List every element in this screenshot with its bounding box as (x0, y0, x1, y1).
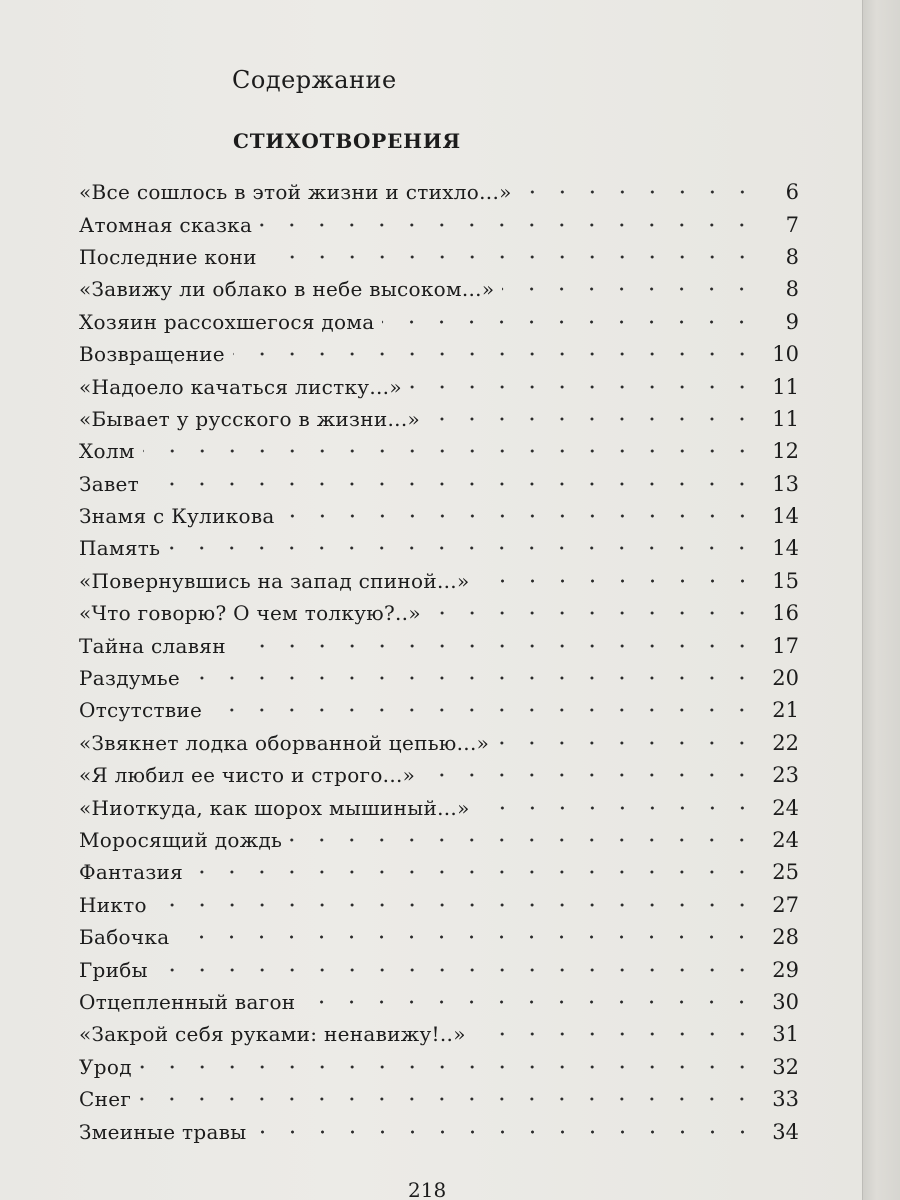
toc-entry (79, 273, 799, 305)
toc-entry (79, 565, 799, 597)
toc-entry-page: 15 (772, 568, 799, 593)
toc-entry (79, 856, 799, 888)
dot-leader (156, 960, 757, 980)
toc-entry-title: Грибы (79, 957, 148, 982)
toc-entry (79, 468, 799, 500)
dot-leader (233, 344, 757, 364)
dot-leader (255, 1122, 758, 1142)
toc-entry-title: «Закрой себя руками: ненавижу!..» (79, 1022, 466, 1047)
toc-entry (79, 208, 799, 240)
toc-entry (79, 694, 799, 726)
toc-entry-page: 32 (772, 1054, 799, 1079)
toc-entry-title: «Звякнет лодка оборванной цепью...» (79, 730, 490, 755)
toc-entry-title: Отцепленный вагон (79, 989, 296, 1014)
toc-entry-page: 12 (772, 439, 799, 464)
toc-entry-title: Снег (79, 1087, 132, 1112)
toc-entry-page: 10 (772, 342, 799, 367)
toc-entry-title: Холм (79, 439, 135, 464)
toc-entry-page: 14 (772, 536, 799, 561)
toc-entry-title: Завет (79, 471, 140, 496)
toc-entry-title: Тайна славян (79, 633, 226, 658)
toc-entry-title: Знамя с Куликова (79, 504, 275, 529)
toc-entry-page: 30 (772, 989, 799, 1014)
toc-entry (79, 1083, 799, 1115)
dot-leader (410, 377, 757, 397)
dot-leader (210, 700, 757, 720)
toc-entry (79, 662, 799, 694)
toc-entry-title: Урод (79, 1054, 132, 1079)
toc-entry (79, 759, 799, 791)
toc-entry-title: «Надоело качаться листку...» (79, 374, 402, 399)
toc-entry-page: 20 (772, 666, 799, 691)
toc-entry (79, 500, 799, 532)
toc-entry-page: 33 (772, 1087, 799, 1112)
toc-entry (79, 1051, 799, 1083)
dot-leader (290, 830, 757, 850)
dot-leader (478, 571, 758, 591)
toc-entry-page: 23 (772, 763, 799, 788)
next-page-edge (862, 0, 900, 1200)
toc-entry (79, 629, 799, 661)
section-title: СТИХОТВОРЕНИЯ (233, 129, 461, 153)
dot-leader (428, 409, 757, 429)
toc-entry-title: «Бывает у русского в жизни...» (79, 406, 421, 431)
toc-entry-title: Последние кони (79, 244, 257, 269)
toc-entry-page: 17 (772, 633, 799, 658)
toc-entry (79, 403, 799, 435)
dot-leader (382, 312, 757, 332)
toc-entry-title: «Все сошлось в этой жизни и стихло...» (79, 180, 512, 205)
toc-entry-title: Память (79, 536, 161, 561)
dot-leader (303, 992, 757, 1012)
toc-entry-title: «Я любил ее чисто и строго...» (79, 763, 416, 788)
toc-entry (79, 889, 799, 921)
dot-leader (478, 798, 757, 818)
toc-entry-page: 7 (785, 212, 799, 237)
toc-entry-page: 29 (772, 957, 799, 982)
toc-entry-page: 25 (772, 860, 799, 885)
dot-leader (502, 279, 757, 299)
dot-leader (429, 603, 757, 623)
dot-leader (474, 1024, 757, 1044)
toc-entry-page: 13 (772, 471, 799, 496)
toc-entry-title: Фантазия (79, 860, 184, 885)
toc-entry-title: Хозяин рассохшегося дома (79, 309, 375, 334)
toc-entry (79, 727, 799, 759)
toc-entry (79, 1018, 799, 1050)
toc-entry-page: 34 (772, 1119, 799, 1144)
dot-leader (265, 247, 757, 267)
toc-entry-page: 16 (772, 601, 799, 626)
toc-entry (79, 953, 799, 985)
dot-leader (143, 441, 757, 461)
toc-entry (79, 176, 799, 208)
toc-entry (79, 824, 799, 856)
toc-entry (79, 338, 799, 370)
table-of-contents (79, 176, 799, 1148)
toc-entry-title: Атомная сказка (79, 212, 253, 237)
toc-entry (79, 435, 799, 467)
toc-entry (79, 791, 799, 823)
dot-leader (177, 927, 757, 947)
toc-entry-page: 14 (772, 504, 799, 529)
toc-entry-title: «Ниоткуда, как шорох мышиный...» (79, 795, 470, 820)
toc-entry (79, 306, 799, 338)
dot-leader (423, 765, 757, 785)
dot-leader (168, 538, 757, 558)
toc-entry-title: Возвращение (79, 342, 225, 367)
toc-entry-title: «Повернувшись на запад спиной...» (79, 568, 470, 593)
dot-leader (283, 506, 757, 526)
toc-entry (79, 1115, 799, 1147)
toc-entry-page: 31 (772, 1022, 799, 1047)
toc-entry-page: 8 (785, 244, 799, 269)
toc-entry-page: 22 (772, 730, 799, 755)
toc-entry-title: Раздумье (79, 666, 181, 691)
dot-leader (140, 1057, 757, 1077)
toc-entry-page: 24 (772, 795, 799, 820)
toc-entry-page: 8 (785, 277, 799, 302)
toc-entry-page: 28 (772, 925, 799, 950)
dot-leader (234, 636, 757, 656)
page-number: 218 (408, 1178, 447, 1200)
dot-leader (191, 862, 757, 882)
toc-entry-page: 11 (772, 374, 799, 399)
toc-entry-title: Отсутствие (79, 698, 203, 723)
dot-leader (520, 182, 757, 202)
toc-entry-page: 9 (785, 309, 799, 334)
toc-entry-page: 11 (772, 406, 799, 431)
dot-leader (188, 668, 757, 688)
toc-entry-title: Змеиные травы (79, 1119, 247, 1144)
dot-leader (155, 895, 757, 915)
toc-entry-page: 21 (772, 698, 799, 723)
toc-entry (79, 597, 799, 629)
toc-entry-title: «Завижу ли облако в небе высоком...» (79, 277, 495, 302)
dot-leader (147, 474, 757, 494)
toc-entry-title: Моросящий дождь (79, 828, 283, 852)
dot-leader (139, 1089, 757, 1109)
toc-entry-page: 24 (772, 828, 799, 852)
dot-leader (260, 215, 757, 235)
toc-entry (79, 370, 799, 402)
contents-heading: Содержание (232, 66, 397, 94)
toc-entry-page: 27 (772, 892, 799, 917)
toc-entry-title: Бабочка (79, 925, 170, 950)
toc-entry (79, 986, 799, 1018)
toc-entry (79, 241, 799, 273)
toc-entry (79, 532, 799, 564)
toc-entry-title: Никто (79, 892, 147, 917)
dot-leader (497, 733, 757, 753)
toc-entry-page: 6 (785, 180, 799, 205)
toc-entry (79, 921, 799, 953)
toc-entry-title: «Что говорю? О чем толкую?..» (79, 601, 421, 626)
